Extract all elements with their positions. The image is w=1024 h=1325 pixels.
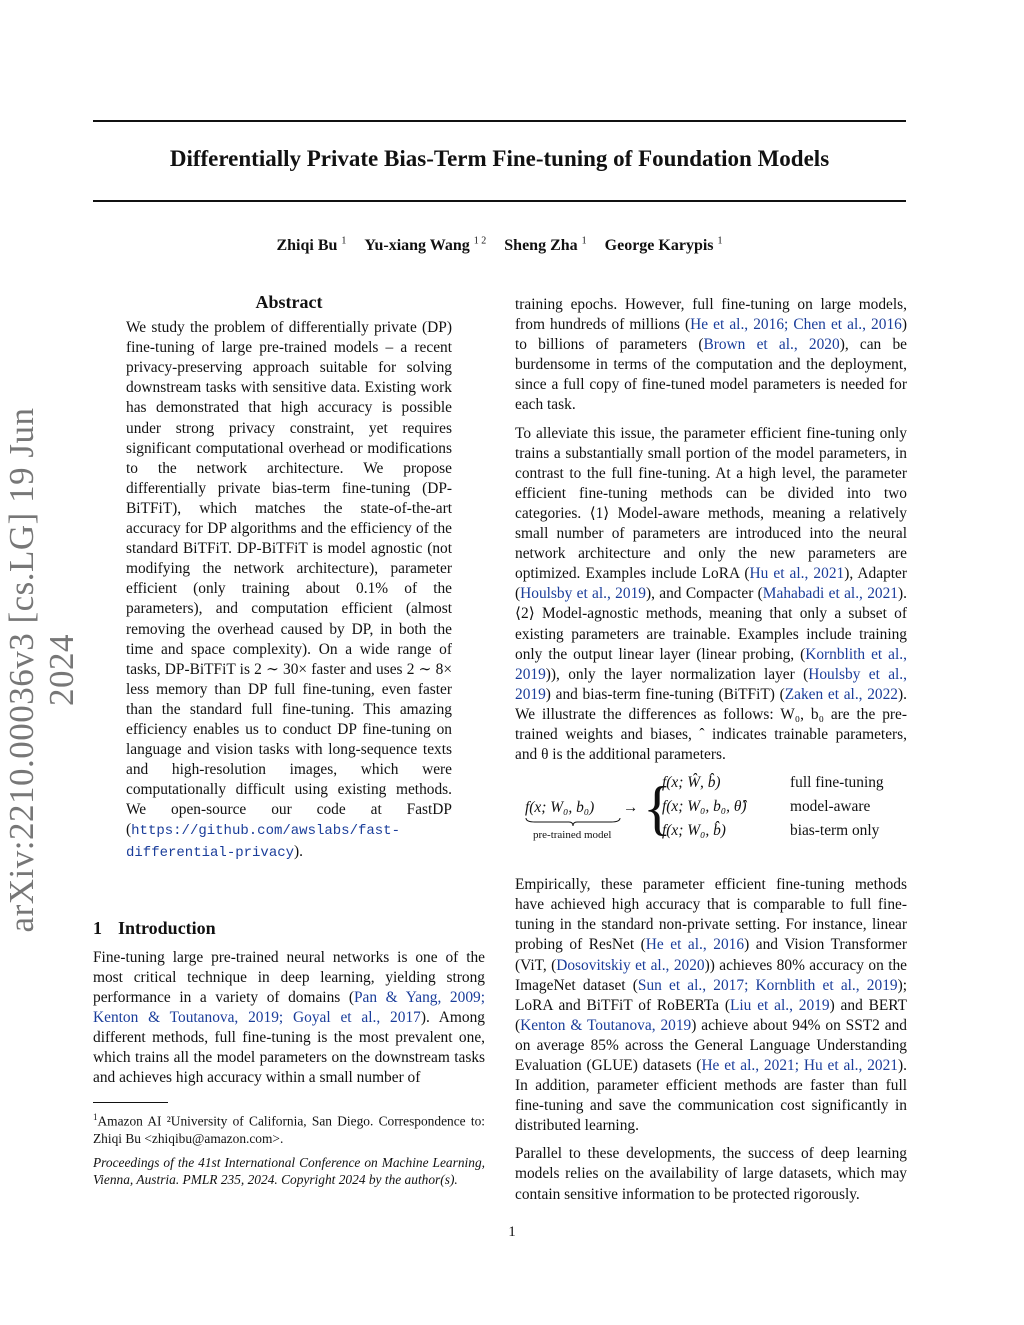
arxiv-stamp: arXiv:2210.00036v3 [cs.LG] 19 Jun 2024 <box>2 407 81 933</box>
citation-link[interactable]: Pan & Yang, 2009; Kenton & Toutanova, 2019; Goyal et al., 2017 <box>93 988 485 1026</box>
intro-paragraph: Fine-tuning large pre-trained neural networks is one of the most critical technique in deep learning, yielding strong performance in a variety of domains (Pan & Yang, 2009; Kenton & Toutanova, 2019; Goyal et al., 2017). Among different methods, full fine-tuning is the most prevalent one, which trains all the model parameters on the downstream tasks and achieves high accuracy within a small number of <box>93 948 485 1087</box>
citation-link[interactable]: He et al., 2021; Hu et al., 2021 <box>701 1057 899 1074</box>
citation-link[interactable]: Houlsby et al., 2019 <box>515 665 907 703</box>
code-link[interactable]: https://github.com/awslabs/fast-differential-privacy <box>126 823 400 861</box>
citation-link[interactable]: Mahabadi et al., 2021 <box>762 585 899 603</box>
author: Sheng Zha $^1$ <box>504 236 587 255</box>
affiliation-mark: 1 <box>717 236 723 247</box>
abstract-heading: Abstract <box>255 292 323 312</box>
citation-link[interactable]: Zaken et al., 2022 <box>784 685 899 703</box>
equation-label: bias-term only <box>790 822 880 840</box>
title-top-rule <box>93 120 906 122</box>
affiliation-mark: 1 <box>581 236 587 247</box>
paper-title: Differentially Private Bias-Term Fine-tuning of Foundation Models <box>169 146 830 171</box>
citation-link[interactable]: Dosovitskiy et al., 2020 <box>556 956 705 974</box>
right-column <box>515 295 907 1213</box>
citation-link[interactable]: Hu et al., 2021 <box>749 565 845 583</box>
citation-link[interactable]: Kenton & Toutanova, 2019 <box>520 1016 692 1034</box>
citation-link[interactable]: Sun et al., 2017; Kornblith et al., 2019 <box>637 976 898 994</box>
abstract-body <box>126 318 452 863</box>
section-heading: 1 Introduction <box>93 917 216 938</box>
arrow: → <box>623 799 639 817</box>
citation-link[interactable]: Houlsby et al., 2019 <box>520 585 646 603</box>
title-bottom-rule <box>93 200 906 202</box>
citation-link[interactable]: Brown et al., 2020 <box>703 336 840 354</box>
equation-row: f(x; W₀, b̂) <box>662 822 726 840</box>
citation-link[interactable]: He et al., 2016; Chen et al., 2016 <box>690 316 902 334</box>
citation-link[interactable]: He et al., 2016 <box>645 936 745 954</box>
citation-link[interactable]: Liu et al., 2019 <box>730 996 830 1014</box>
equation <box>515 773 907 863</box>
author-list <box>93 236 906 255</box>
left-brace: { <box>643 775 672 842</box>
paragraph: Empirically, these parameter efficient fine-tuning methods have achieved high accuracy that is comparable to full fine-tuning in the standard non-private setting. For instance, linear probing of ResNet (He et al., 2016) and Vision Transformer (ViT, (Dosovitskiy et al., 2020)) achieves 80% accuracy on the ImageNet dataset (Sun et al., 2017; Kornblith et al., 2019); LoRA and BiTFiT of RoBERTa (Liu et al., 2019) and BERT (Kenton & Toutanova, 2019) achieve about 94% on SST2 and on average 85% across the General Language Understanding Evaluation (GLUE) datasets (He et al., 2021; Hu et al., 2021). In addition, parameter efficient methods are faster than full fine-tuning and save the communication cost significantly in distributed learning. <box>515 876 908 1135</box>
footnote-rule <box>93 1102 168 1103</box>
equation-lhs: f(x; W₀, b₀) <box>525 799 595 817</box>
abstract-text: We study the problem of differentially private (DP) fine-tuning of large pre-trained models – a recent privacy-preserving approach suitable for solving downstream tasks with sensitive data. Existing work has demonstrated that high accuracy is possible under strong privacy constraint, yet requires significant computational overhead or modifications to the network architecture. We propose differentially private bias-term fine-tuning (DP-BiTFiT), which matches the state-of-the-art accuracy for DP algorithms and the efficiency of the standard BiTFiT. DP-BiTFiT is model agnostic (not modifying the network architecture), parameter efficient (only training about 0.1% of the parameters), and computation efficient (almost removing the overhead caused by DP, in both the time and space complexity). On a wide range of tasks, DP-BiTFiT is 2 ∼ 30× faster and uses 2 ∼ 8× less memory than DP full fine-tuning, even faster than the standard full fine-tuning. This amazing efficiency enables us to conduct DP fine-tuning on language and vision tasks with long-sequence texts and high-resolution images, which were computationally difficult using existing methods. We open-source our code at FastDP (https://github.com/awslabs/fast-differential-privacy). <box>126 319 452 861</box>
left-column <box>93 292 485 1195</box>
paragraph: training epochs. However, full fine-tuning on large models, from hundreds of millions (He et al., 2016; Chen et al., 2016) to billions of parameters (Brown et al., 2020), can be burdensome in terms of the computation and the deployment, since a full copy of fine-tuned model parameters is needed for each task. <box>515 296 907 414</box>
proceedings-footnote: Proceedings of the 41st International Conference on Machine Learning, Vienna, Austria. PMLR 235, 2024. Copyright 2024 by the author(s). <box>93 1154 485 1188</box>
underbrace-label: pre-trained model <box>533 829 612 842</box>
page-number: 1 <box>508 1224 516 1240</box>
affiliation-mark: 1 <box>341 236 347 247</box>
equation-label: full fine-tuning <box>790 774 884 792</box>
equation-row: f(x; W₀, b₀, θ̂) <box>662 798 747 816</box>
paragraph: Parallel to these developments, the success of deep learning models relies on the availability of large datasets, which may contain sensitive information to be protected rigorously. <box>515 1145 907 1203</box>
author: Yu-xiang Wang $^{1 2}$ <box>364 236 487 255</box>
author: George Karypis $^1$ <box>604 236 723 255</box>
author: Zhiqi Bu $^1$ <box>276 236 347 255</box>
equation-label: model-aware <box>790 798 871 816</box>
equation-row: f(x; Ŵ, b̂) <box>662 774 721 792</box>
paragraph: To alleviate this issue, the parameter efficient fine-tuning only trains a substantially small portion of the model parameters, in contrast to the full fine-tuning. At a high level, the parameter efficient fine-tuning methods can be divided into two categories. ⟨1⟩ Model-aware methods, meaning a relatively small number of parameters are introduced into the neural network architecture and only the new parameters are optimized. Examples include LoRA (Hu et al., 2021), Adapter (Houlsby et al., 2019), and Compacter (Mahabadi et al., 2021). ⟨2⟩ Model-agnostic methods, meaning that only a subset of existing parameters are trainable. Examples include training only the output linear layer (linear probing, (Kornblith et al., 2019)), only the layer normalization layer (Houlsby et al., 2019) and bias-term fine-tuning (BiTFiT) (Zaken et al., 2022). We illustrate the differences as follows: W₀, b₀ are the pre-trained weights and biases, ˆ indicates trainable parameters, and θ is the additional parameters. <box>515 424 907 764</box>
citation-link[interactable]: Kornblith et al., 2019 <box>515 645 907 683</box>
affiliation-footnote: $^1$Amazon AI ²University of California, San Diego. Correspondence to: Zhiqi Bu <zhiqibu@amazon.com>. <box>93 1112 485 1147</box>
affiliation-mark: 1 2 <box>473 236 487 247</box>
